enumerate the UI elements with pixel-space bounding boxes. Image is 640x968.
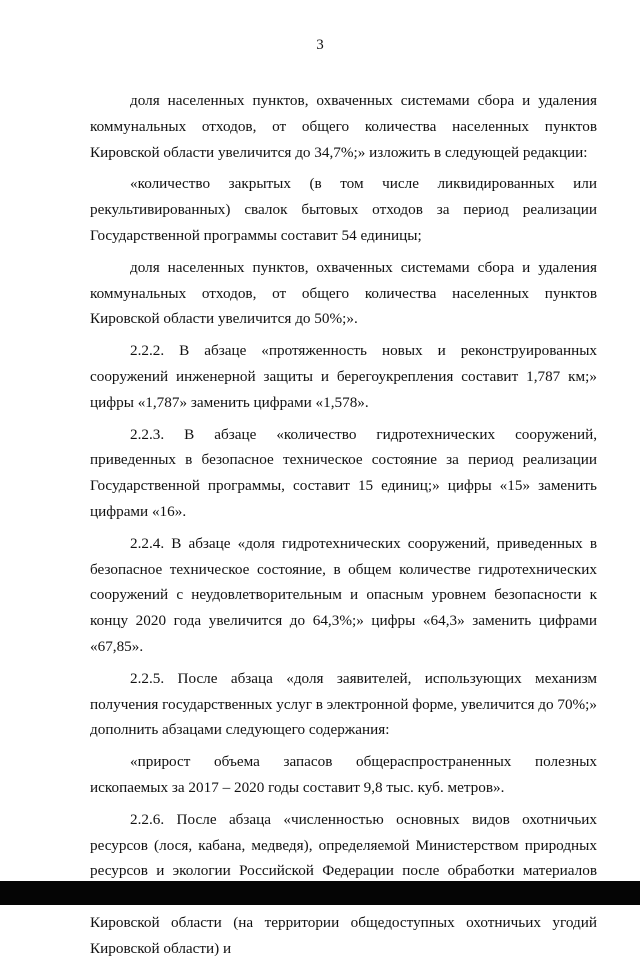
paragraph-2-2-3: 2.2.3. В абзаце «количество гидротехнических сооружений, приведенных в безопасное техническое состояние за период реализации Государственной программы, составит 15 единиц;» цифры «15» заменить цифрами «16».: [90, 425, 597, 520]
document-body: [90, 88, 597, 968]
paragraph-closed-dumps: «количество закрытых (в том числе ликвидированных или рекультивированных) свалок бытовых отходов за период реализации Государственной программы составит 54 единицы;: [90, 175, 597, 244]
paragraph-mineral-reserves: «прирост объема запасов общераспространенных полезных ископаемых за 2017 – 2020 годы составит 9,8 тыс. куб. метров».: [90, 753, 597, 796]
paragraph-2-2-6: 2.2.6. После абзаца «численностью основных видов охотничьих ресурсов (лося, кабана, медведя), определяемой Министерством природных ресурсов и экологии Российской Федерации после обработки материалов Кировской области (на территории общедоступных охотничьих угодий Кировской области) и: [90, 810, 597, 957]
paragraph-2-2-2: 2.2.2. В абзаце «протяженность новых и реконструированных сооружений инженерной защиты и берегоукрепления составит 1,787 км;» цифры «1,787» заменить цифрами «1,578».: [90, 342, 597, 411]
paragraph-2-2-5: 2.2.5. После абзаца «доля заявителей, использующих механизм получения государственных услуг в электронной форме, увеличится до 70%;» дополнить абзацами следующего содержания:: [90, 669, 597, 739]
paragraph-waste-share-new: доля населенных пунктов, охваченных системами сбора и удаления коммунальных отходов, от общего количества населенных пунктов Кировской области увеличится до 50%;».: [90, 258, 597, 328]
paragraph-waste-share-old: доля населенных пунктов, охваченных системами сбора и удаления коммунальных отходов, от общего количества населенных пунктов Кировской области увеличится до 34,7%;» изложить в следующей редакции:: [90, 92, 597, 161]
paragraph-2-2-4: 2.2.4. В абзаце «доля гидротехнических сооружений, приведенных в безопасное техническое состояние, в общем количестве гидротехнических сооружений с неудовлетворительным и опасным уровнем безопасности к концу 2020 года увеличится до 64,3%;» цифры «64,3» заменить цифрами «67,85».: [90, 534, 597, 655]
page-number: 3: [316, 37, 324, 53]
scan-edge-bar: [0, 881, 640, 905]
